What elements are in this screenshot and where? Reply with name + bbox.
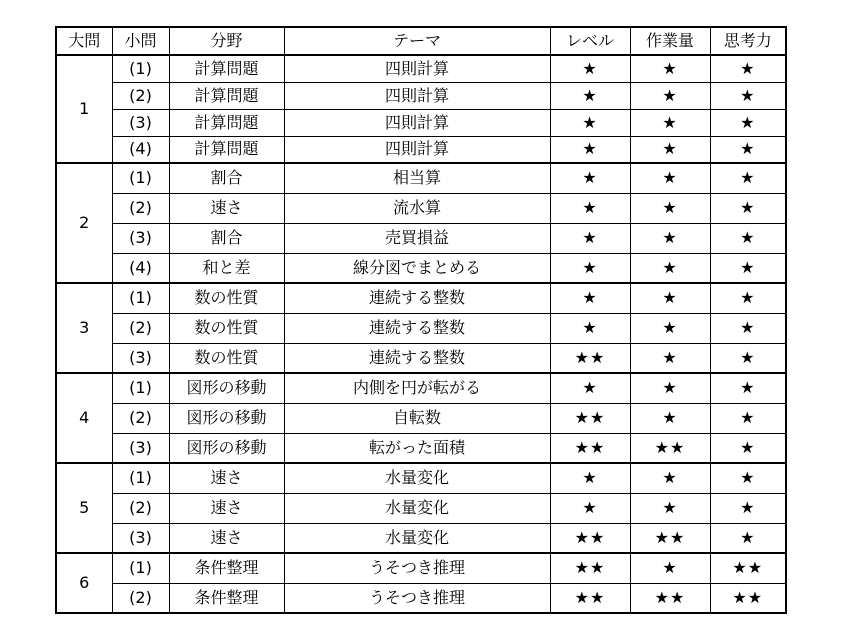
level-cell: ★ (550, 373, 630, 403)
table-row (56, 223, 786, 253)
workload-cell: ★★ (630, 433, 710, 463)
header-row (56, 27, 786, 55)
table-row (56, 55, 786, 82)
table-row (56, 109, 786, 136)
table-row (56, 463, 786, 493)
header-field: 分野 (169, 27, 284, 55)
level-cell: ★ (550, 55, 630, 82)
theme-cell: 水量変化 (284, 463, 550, 493)
field-cell: 図形の移動 (169, 373, 284, 403)
header-workload: 作業量 (630, 27, 710, 55)
table-row (56, 313, 786, 343)
thinking-cell: ★ (710, 463, 786, 493)
header-level: レベル (550, 27, 630, 55)
theme-cell: 転がった面積 (284, 433, 550, 463)
level-cell: ★ (550, 136, 630, 163)
minor-cell: (2) (112, 583, 169, 613)
theme-cell: 連続する整数 (284, 283, 550, 313)
field-cell: 速さ (169, 463, 284, 493)
table-row (56, 493, 786, 523)
major-question-cell: 2 (56, 163, 112, 283)
workload-cell: ★ (630, 343, 710, 373)
thinking-cell: ★ (710, 403, 786, 433)
workload-cell: ★ (630, 193, 710, 223)
major-question-cell: 4 (56, 373, 112, 463)
table-row (56, 163, 786, 193)
theme-cell: 線分図でまとめる (284, 253, 550, 283)
thinking-cell: ★ (710, 109, 786, 136)
level-cell: ★★ (550, 583, 630, 613)
theme-cell: 水量変化 (284, 493, 550, 523)
theme-cell: うそつき推理 (284, 553, 550, 583)
level-cell: ★ (550, 313, 630, 343)
thinking-cell: ★ (710, 163, 786, 193)
level-cell: ★ (550, 82, 630, 109)
workload-cell: ★ (630, 553, 710, 583)
theme-cell: 自転数 (284, 403, 550, 433)
level-cell: ★ (550, 223, 630, 253)
level-cell: ★★ (550, 343, 630, 373)
workload-cell: ★ (630, 55, 710, 82)
minor-cell: (3) (112, 433, 169, 463)
field-cell: 割合 (169, 223, 284, 253)
header-theme: テーマ (284, 27, 550, 55)
major-question-cell: 3 (56, 283, 112, 373)
minor-cell: (4) (112, 136, 169, 163)
thinking-cell: ★★ (710, 583, 786, 613)
field-cell: 数の性質 (169, 283, 284, 313)
theme-cell: 四則計算 (284, 82, 550, 109)
field-cell: 速さ (169, 493, 284, 523)
thinking-cell: ★ (710, 493, 786, 523)
field-cell: 数の性質 (169, 313, 284, 343)
field-cell: 数の性質 (169, 343, 284, 373)
field-cell: 計算問題 (169, 82, 284, 109)
theme-cell: 売買損益 (284, 223, 550, 253)
field-cell: 計算問題 (169, 136, 284, 163)
table-row (56, 343, 786, 373)
minor-cell: (3) (112, 109, 169, 136)
thinking-cell: ★ (710, 223, 786, 253)
theme-cell: 連続する整数 (284, 343, 550, 373)
thinking-cell: ★ (710, 343, 786, 373)
workload-cell: ★ (630, 163, 710, 193)
theme-cell: 流水算 (284, 193, 550, 223)
workload-cell: ★ (630, 283, 710, 313)
minor-cell: (1) (112, 373, 169, 403)
field-cell: 計算問題 (169, 109, 284, 136)
workload-cell: ★ (630, 109, 710, 136)
minor-cell: (3) (112, 223, 169, 253)
minor-cell: (1) (112, 55, 169, 82)
minor-cell: (2) (112, 493, 169, 523)
thinking-cell: ★★ (710, 553, 786, 583)
table-body (56, 55, 786, 613)
minor-cell: (2) (112, 82, 169, 109)
table-row (56, 136, 786, 163)
problem-analysis-table (55, 26, 787, 614)
workload-cell: ★ (630, 223, 710, 253)
workload-cell: ★ (630, 136, 710, 163)
level-cell: ★ (550, 463, 630, 493)
thinking-cell: ★ (710, 55, 786, 82)
major-question-cell: 6 (56, 553, 112, 613)
header-major: 大問 (56, 27, 112, 55)
workload-cell: ★★ (630, 583, 710, 613)
field-cell: 図形の移動 (169, 403, 284, 433)
table-row (56, 433, 786, 463)
table-row (56, 283, 786, 313)
thinking-cell: ★ (710, 433, 786, 463)
thinking-cell: ★ (710, 193, 786, 223)
minor-cell: (4) (112, 253, 169, 283)
level-cell: ★★ (550, 553, 630, 583)
workload-cell: ★★ (630, 523, 710, 553)
header-thinking: 思考力 (710, 27, 786, 55)
field-cell: 条件整理 (169, 553, 284, 583)
level-cell: ★★ (550, 523, 630, 553)
thinking-cell: ★ (710, 283, 786, 313)
minor-cell: (3) (112, 343, 169, 373)
level-cell: ★ (550, 493, 630, 523)
thinking-cell: ★ (710, 523, 786, 553)
minor-cell: (3) (112, 523, 169, 553)
level-cell: ★ (550, 193, 630, 223)
table-row (56, 373, 786, 403)
minor-cell: (1) (112, 553, 169, 583)
workload-cell: ★ (630, 463, 710, 493)
field-cell: 条件整理 (169, 583, 284, 613)
workload-cell: ★ (630, 403, 710, 433)
thinking-cell: ★ (710, 253, 786, 283)
minor-cell: (2) (112, 313, 169, 343)
minor-cell: (1) (112, 283, 169, 313)
workload-cell: ★ (630, 253, 710, 283)
level-cell: ★ (550, 163, 630, 193)
workload-cell: ★ (630, 82, 710, 109)
minor-cell: (1) (112, 463, 169, 493)
table-row (56, 583, 786, 613)
level-cell: ★ (550, 283, 630, 313)
thinking-cell: ★ (710, 136, 786, 163)
field-cell: 図形の移動 (169, 433, 284, 463)
level-cell: ★★ (550, 403, 630, 433)
field-cell: 速さ (169, 523, 284, 553)
workload-cell: ★ (630, 373, 710, 403)
theme-cell: 四則計算 (284, 136, 550, 163)
header-minor: 小問 (112, 27, 169, 55)
theme-cell: 相当算 (284, 163, 550, 193)
theme-cell: うそつき推理 (284, 583, 550, 613)
theme-cell: 内側を円が転がる (284, 373, 550, 403)
table-row (56, 523, 786, 553)
field-cell: 割合 (169, 163, 284, 193)
theme-cell: 四則計算 (284, 55, 550, 82)
thinking-cell: ★ (710, 82, 786, 109)
theme-cell: 連続する整数 (284, 313, 550, 343)
major-question-cell: 1 (56, 55, 112, 163)
table-row (56, 82, 786, 109)
table-row (56, 253, 786, 283)
level-cell: ★ (550, 109, 630, 136)
table-row (56, 193, 786, 223)
level-cell: ★★ (550, 433, 630, 463)
workload-cell: ★ (630, 313, 710, 343)
minor-cell: (2) (112, 193, 169, 223)
field-cell: 和と差 (169, 253, 284, 283)
workload-cell: ★ (630, 493, 710, 523)
theme-cell: 四則計算 (284, 109, 550, 136)
major-question-cell: 5 (56, 463, 112, 553)
level-cell: ★ (550, 253, 630, 283)
field-cell: 速さ (169, 193, 284, 223)
thinking-cell: ★ (710, 313, 786, 343)
table-row (56, 403, 786, 433)
thinking-cell: ★ (710, 373, 786, 403)
field-cell: 計算問題 (169, 55, 284, 82)
table-row (56, 553, 786, 583)
theme-cell: 水量変化 (284, 523, 550, 553)
minor-cell: (2) (112, 403, 169, 433)
minor-cell: (1) (112, 163, 169, 193)
